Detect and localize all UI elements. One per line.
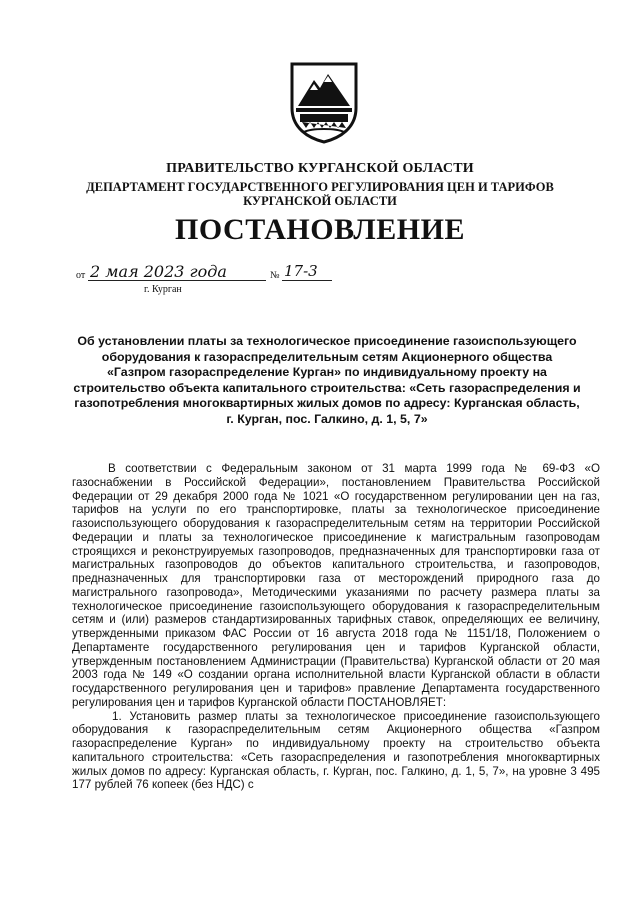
subject-line: газопотребления многоквартирных жилых домов по адресу: Курганская область, bbox=[74, 396, 580, 411]
subject-line: г. Курган, пос. Галкино, д. 1, 5, 7» bbox=[226, 411, 428, 426]
clause-1-paragraph: 1. Установить размер платы за технологическое присоединение газоиспользующего оборудования к газораспределительным сетям Акционерного общества «Газпром газораспределение Курган» по индивидуальному проекту на строительство объекта капитального строительства: «Сеть газораспределения и газопотребления многоквартирных жилых домов по адресу: Курганская область, г. Курган, пос. Галкино, д. 1, 5, 7», на уровне 3 495 177 рублей 76 копеек (без НДС) с bbox=[72, 709, 600, 792]
department-name bbox=[80, 180, 560, 208]
department-line-1: ДЕПАРТАМЕНТ ГОСУДАРСТВЕННОГО РЕГУЛИРОВАНИЯ ЦЕН И ТАРИФОВ bbox=[86, 180, 554, 194]
coat-of-arms-icon bbox=[288, 62, 360, 144]
document-body bbox=[72, 462, 600, 792]
date-prefix: от bbox=[76, 270, 86, 281]
subject-line: «Газпром газораспределение Курган» по индивидуальному проекту на bbox=[107, 365, 547, 380]
department-line-2: КУРГАНСКОЙ ОБЛАСТИ bbox=[243, 194, 397, 208]
date-number-block bbox=[76, 262, 376, 298]
handwritten-number: 17-3 bbox=[284, 262, 318, 280]
city-name: г. Курган bbox=[144, 284, 182, 295]
subject-line: оборудования к газораспределительным сетям Акционерного общества bbox=[101, 349, 553, 364]
number-underline bbox=[282, 280, 332, 281]
document-type-title: ПОСТАНОВЛЕНИЕ bbox=[175, 213, 465, 246]
preamble-paragraph: В соответствии с Федеральным законом от 31 марта 1999 года № 69-ФЗ «О газоснабжении в Российской Федерации», постановлением Правительства Российской Федерации от 29 декабря 2000 года № 1021 «О государственном регулировании цен на газ, тарифов на услуги по его транспортировке, платы за технологическое присоединение газоиспользующего оборудования к газораспределительным сетям на территории Российской Федерации и платы за технологическое присоединение к магистральным газопроводам строящихся и реконструируемых газопроводов, предназначенных для транспортировки газа от магистральных газопроводов до объектов капитального строительства, и газопроводов, предназначенных для транспортировки газа от месторождений природного газа до магистрального газопровода», Методическими указаниями по расчету размера платы за технологическое присоединение газоиспользующего оборудования к газораспределительным сетям и (или) размеров стандартизированных тарифных ставок, определяющих ее величину, утвержденными приказом ФАС России от 16 августа 2018 года № 1151/18, Положением о Департаменте государственного регулирования цен и тарифов Курганской области, утвержденным постановлением Администрации (Правительства) Курганской области от 20 мая 2003 года № 149 «О создании органа исполнительной власти Курганской области в области государственного регулирования цен и тарифов» правление Департамента государственного регулирования цен и тарифов Курганской области ПОСТАНОВЛЯЕТ: bbox=[72, 462, 600, 709]
handwritten-date: 2 мая 2023 года bbox=[90, 262, 227, 281]
number-prefix: № bbox=[270, 270, 280, 281]
date-underline bbox=[88, 280, 266, 281]
subject-line: строительство объекта капитального строительства: «Сеть газораспределения и bbox=[73, 380, 581, 395]
government-name: ПРАВИТЕЛЬСТВО КУРГАНСКОЙ ОБЛАСТИ bbox=[166, 161, 474, 176]
subject-line: Об установлении платы за технологическое присоединение газоиспользующего bbox=[77, 334, 577, 348]
document-subject bbox=[72, 334, 582, 428]
